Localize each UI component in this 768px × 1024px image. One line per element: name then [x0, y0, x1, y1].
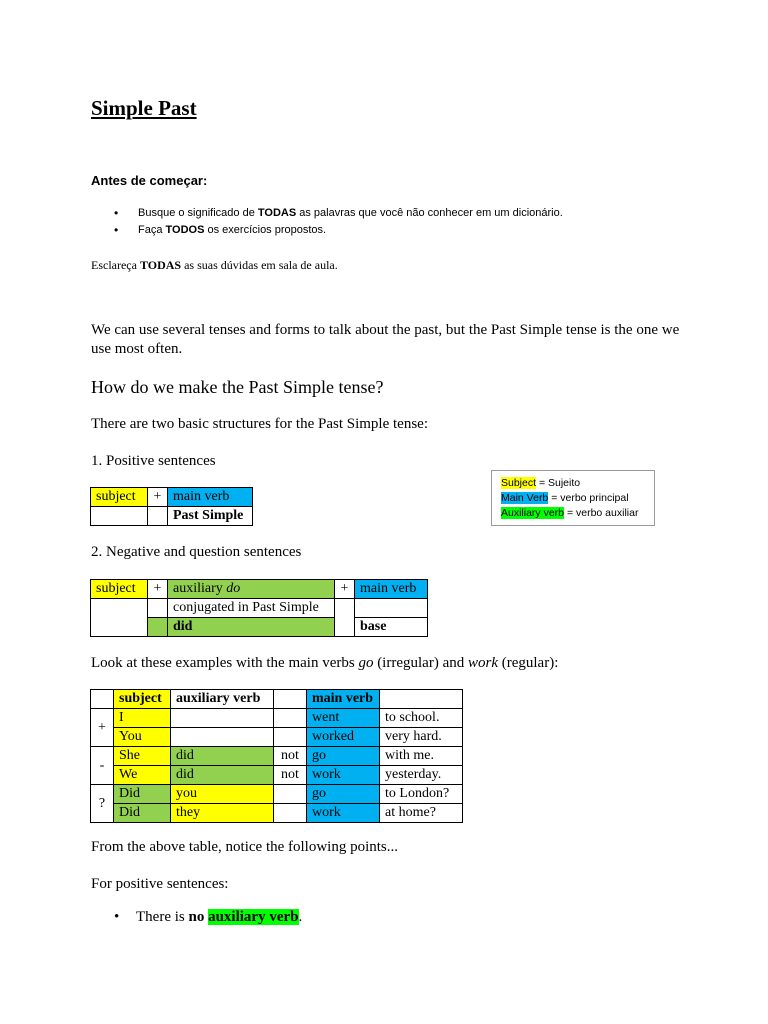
positive-label: 1. Positive sentences [91, 453, 216, 469]
page-title: Simple Past [91, 96, 197, 120]
highlight-auxiliary-verb: auxiliary verb [208, 909, 299, 925]
examples-intro: Look at these examples with the main verbs go (irregular) and work (regular): [91, 655, 559, 671]
rest-cell: with me. [380, 747, 463, 766]
clarify-note: Esclareça TODAS as suas dúvidas em sala de aula. [91, 258, 338, 272]
base-cell: base [355, 618, 428, 637]
not-cell [274, 728, 307, 747]
aux-cell: they [171, 804, 274, 823]
aux-cell [171, 709, 274, 728]
rest-cell: very hard. [380, 728, 463, 747]
empty-cell [380, 690, 463, 709]
not-cell [274, 709, 307, 728]
empty-cell [335, 599, 355, 637]
empty-cell [91, 507, 148, 526]
did-cell: did [168, 618, 335, 637]
before-list [114, 205, 563, 239]
sign-cell: ? [91, 785, 114, 823]
list-item: • Busque o significado de TODAS as palavras que você não conhecer em um dicionário. [114, 205, 563, 222]
subject-cell: subject [91, 580, 148, 599]
subject-cell: We [114, 766, 171, 785]
main-verb-cell: work [307, 804, 380, 823]
section-heading: How do we make the Past Simple tense? [91, 377, 384, 397]
structures-intro: There are two basic structures for the Past Simple tense: [91, 416, 428, 432]
empty-cell [355, 599, 428, 618]
main-verb-cell: work [307, 766, 380, 785]
bullet-dot: • [114, 909, 120, 925]
not-cell [274, 804, 307, 823]
aux-cell [171, 728, 274, 747]
rest-cell: to London? [380, 785, 463, 804]
negative-label: 2. Negative and question sentences [91, 544, 302, 560]
legend-subject: Subject = Sujeito [501, 477, 581, 489]
intro-paragraph: We can use several tenses and forms to talk about the past, but the Past Simple tense is the one we use most often. [91, 322, 680, 357]
legend-box [491, 470, 655, 526]
main-verb-cell: go [307, 785, 380, 804]
header-auxiliary: auxiliary verb [171, 690, 274, 709]
for-positive-label: For positive sentences: [91, 876, 229, 892]
subject-cell: subject [91, 488, 148, 507]
subject-cell: You [114, 728, 171, 747]
main-verb-cell: main verb [168, 488, 253, 507]
plus-cell: + [335, 580, 355, 599]
rest-cell: to school. [380, 709, 463, 728]
sign-cell: - [91, 747, 114, 785]
header-subject: subject [114, 690, 171, 709]
empty-cell [148, 599, 168, 618]
main-verb-cell: worked [307, 728, 380, 747]
empty-cell [148, 618, 168, 637]
empty-cell [148, 507, 168, 526]
past-simple-cell: Past Simple [168, 507, 253, 526]
table-row [91, 728, 463, 747]
header-main-verb: main verb [307, 690, 380, 709]
table-row [91, 804, 463, 823]
rest-cell: yesterday. [380, 766, 463, 785]
aux-cell: you [171, 785, 274, 804]
subject-cell: She [114, 747, 171, 766]
empty-cell [91, 690, 114, 709]
sign-cell: + [91, 709, 114, 747]
auxiliary-cell: auxiliary do [168, 580, 335, 599]
notice-paragraph: From the above table, notice the following points... [91, 839, 399, 855]
table-row [91, 766, 463, 785]
main-verb-cell: go [307, 747, 380, 766]
before-heading: Antes de começar: [91, 173, 208, 188]
plus-cell: + [148, 488, 168, 507]
empty-cell [274, 690, 307, 709]
negative-structure-table [90, 579, 428, 637]
table-row [91, 709, 463, 728]
aux-cell: did [171, 747, 274, 766]
table-header-row [91, 690, 463, 709]
examples-table [90, 689, 463, 823]
not-cell [274, 785, 307, 804]
main-verb-cell: went [307, 709, 380, 728]
legend-auxiliary: Auxiliary verb = verbo auxiliar [501, 507, 639, 519]
main-verb-cell: main verb [355, 580, 428, 599]
list-item: • Faça TODOS os exercícios propostos. [114, 222, 563, 239]
aux-cell: did [171, 766, 274, 785]
subject-cell: I [114, 709, 171, 728]
legend-main-verb: Main Verb = verbo principal [501, 492, 629, 504]
rest-cell: at home? [380, 804, 463, 823]
table-row [91, 747, 463, 766]
subject-cell: Did [114, 785, 171, 804]
subject-cell: Did [114, 804, 171, 823]
table-row [91, 785, 463, 804]
plus-cell: + [148, 580, 168, 599]
conjugated-cell: conjugated in Past Simple [168, 599, 335, 618]
list-item: • There is no auxiliary verb. [114, 909, 303, 925]
empty-cell [91, 599, 148, 637]
not-cell: not [274, 766, 307, 785]
not-cell: not [274, 747, 307, 766]
positive-structure-table [90, 487, 253, 526]
